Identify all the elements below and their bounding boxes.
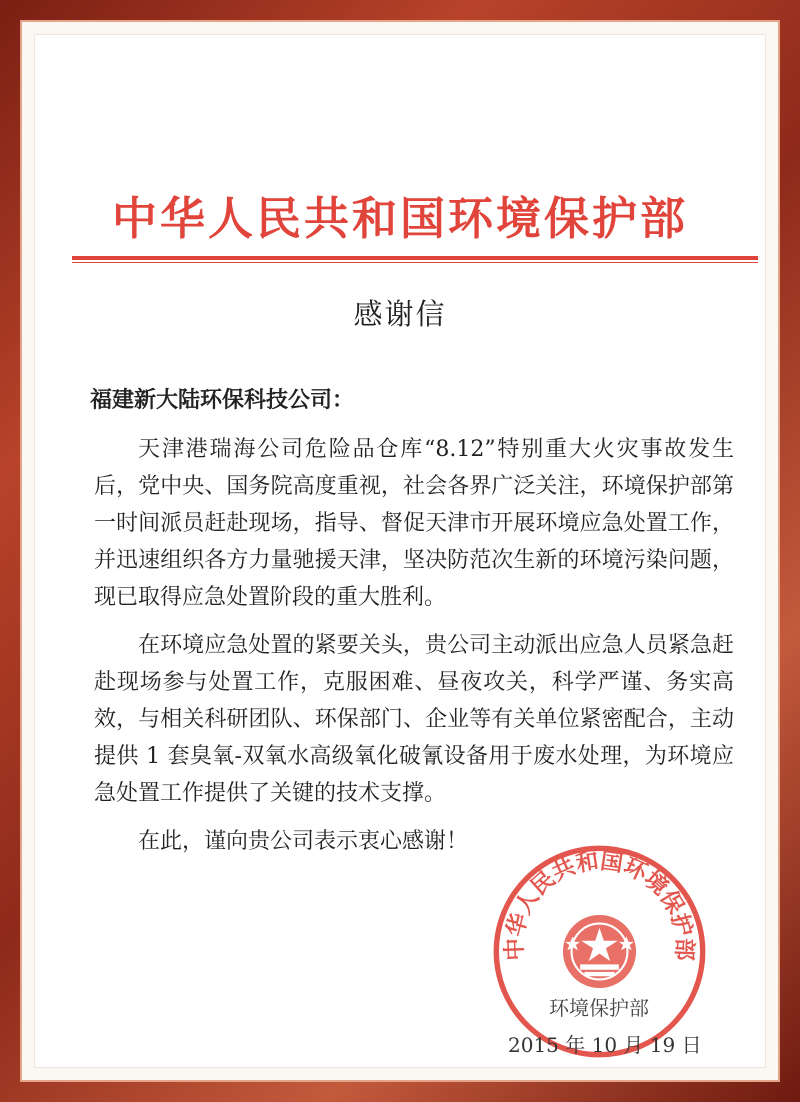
paragraph: 在环境应急处置的紧要关头，贵公司主动派出应急人员紧急赶赴现场参与处置工作，克服困难、昼夜攻关，科学严谨、务实高效，与相关科研团队、环保部门、企业等有关单位紧密配合，主动提供 1 套臭氧-双氧水高级氧化破氰设备用于废水处理，为环境应急处置工作提供了关键的技术支撑。: [94, 633, 734, 806]
paragraph: 在此，谨向贵公司表示衷心感谢！: [138, 829, 469, 854]
document-title: 感谢信: [353, 297, 447, 331]
letterhead-rule-thin: [72, 262, 758, 263]
paragraph: 天津港瑞海公司危险品仓库“8.12”特别重大火灾事故发生后，党中央、国务院高度重视，社会各界广泛关注，环境保护部第一时间派员赶赴现场，指导、督促天津市开展环境应急处置工作，并迅速组织各方力量驰援天津，坚决防范次生新的环境污染问题，现已取得应急处置阶段的重大胜利。: [94, 437, 734, 610]
letterhead-rule: [72, 256, 758, 260]
letterhead-title: 中华人民共和国环境保护部: [111, 192, 688, 245]
seal-text: 中华人民共和国环境保护部: [501, 848, 698, 962]
official-seal-icon: [492, 844, 707, 1059]
letter-date: 2015 年 10 月 19 日: [508, 1033, 702, 1057]
salutation: 福建新大陆环保科技公司：: [90, 388, 355, 413]
national-emblem-icon: [563, 915, 636, 988]
signer: 环境保护部: [549, 996, 649, 1020]
letter-paper: [34, 34, 766, 1068]
frame-border: [20, 20, 780, 1082]
letter-body: [94, 431, 734, 871]
